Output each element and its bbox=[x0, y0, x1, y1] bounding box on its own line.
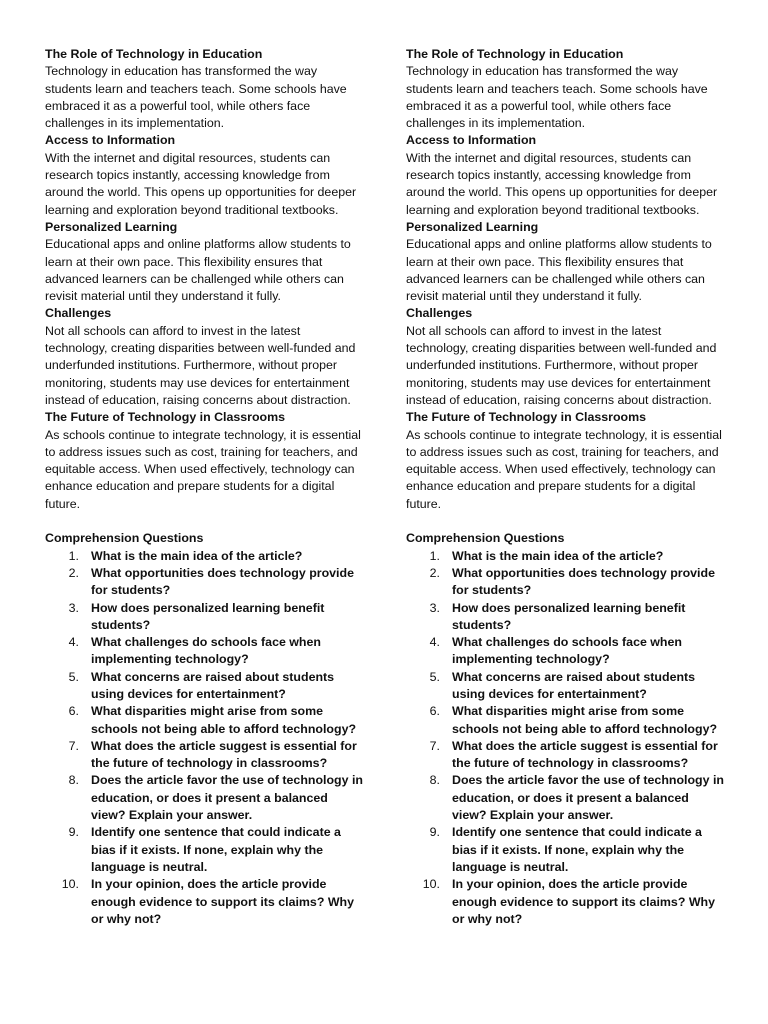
question-text: Does the article favor the use of technology in education, or does it present a balanced view? Explain your answer. bbox=[91, 773, 363, 823]
left-column bbox=[45, 46, 363, 928]
question-item bbox=[406, 824, 724, 876]
question-number: 5. bbox=[68, 669, 79, 684]
question-item bbox=[45, 634, 363, 669]
section-body-access: With the internet and digital resources, students can research topics instantly, accessing knowledge from around the world. This opens up opportunities for deeper learning and exploration beyond traditional textbooks. bbox=[45, 150, 357, 217]
section-heading-personalized: Personalized Learning bbox=[45, 219, 178, 234]
question-text: What does the article suggest is essential for the future of technology in classrooms? bbox=[91, 738, 357, 771]
question-number: 8. bbox=[68, 773, 79, 788]
article-title: The Role of Technology in Education bbox=[406, 47, 624, 61]
question-number: 1. bbox=[429, 548, 440, 563]
question-number: 5. bbox=[429, 669, 440, 684]
question-number: 10. bbox=[422, 877, 440, 892]
question-number: 7. bbox=[68, 738, 79, 753]
question-text: In your opinion, does the article provide enough evidence to support its claims? Why or why not? bbox=[91, 877, 354, 926]
question-text: What challenges do schools face when implementing technology? bbox=[91, 635, 321, 667]
section-heading-personalized: Personalized Learning bbox=[406, 219, 539, 234]
question-text: What disparities might arise from some schools not being able to afford technology? bbox=[91, 704, 357, 736]
question-number: 2. bbox=[68, 565, 79, 580]
question-text: Identify one sentence that could indicate a bias if it exists. If none, explain why the language is neutral. bbox=[91, 825, 341, 874]
question-item bbox=[406, 876, 724, 928]
question-text: What is the main idea of the article? bbox=[452, 548, 664, 563]
spacer bbox=[45, 513, 363, 530]
question-item bbox=[406, 634, 724, 669]
article-intro: Technology in education has transformed the way students learn and teachers teach. Some schools have embraced it as a powerful tool, while others face challenges in its implementation. bbox=[45, 64, 347, 131]
question-text: What disparities might arise from some schools not being able to afford technology? bbox=[452, 704, 718, 736]
question-number: 8. bbox=[429, 773, 440, 788]
question-text: What opportunities does technology provide for students? bbox=[91, 565, 354, 598]
section-body-access: With the internet and digital resources, students can research topics instantly, accessing knowledge from around the world. This opens up opportunities for deeper learning and exploration beyond traditional textbooks. bbox=[406, 150, 718, 217]
question-text: What challenges do schools face when implementing technology? bbox=[452, 635, 682, 667]
question-item bbox=[406, 772, 724, 824]
question-number: 2. bbox=[429, 565, 440, 580]
question-item bbox=[45, 565, 363, 600]
section-heading-future: The Future of Technology in Classrooms bbox=[406, 410, 647, 425]
question-item bbox=[406, 669, 724, 704]
questions-heading: Comprehension Questions bbox=[45, 531, 204, 546]
question-text: What does the article suggest is essential for the future of technology in classrooms? bbox=[452, 738, 718, 771]
questions-list bbox=[45, 548, 363, 929]
question-number: 6. bbox=[68, 704, 79, 719]
section-body-challenges: Not all schools can afford to invest in the latest technology, creating disparities between well-funded and underfunded institutions. Furthermore, without proper monitoring, students may use devices for entertainment instead of education, raising concerns about distraction. bbox=[406, 323, 717, 407]
section-heading-future: The Future of Technology in Classrooms bbox=[45, 410, 286, 425]
question-text: How does personalized learning benefit students? bbox=[452, 600, 686, 632]
question-text: In your opinion, does the article provide enough evidence to support its claims? Why or why not? bbox=[452, 877, 715, 926]
question-item bbox=[45, 703, 363, 738]
questions-heading: Comprehension Questions bbox=[406, 531, 565, 546]
question-number: 3. bbox=[68, 600, 79, 615]
question-item bbox=[45, 669, 363, 704]
question-number: 3. bbox=[429, 600, 440, 615]
section-body-challenges: Not all schools can afford to invest in the latest technology, creating disparities between well-funded and underfunded institutions. Furthermore, without proper monitoring, students may use devices for entertainment instead of education, raising concerns about distraction. bbox=[45, 323, 356, 407]
question-item bbox=[45, 600, 363, 635]
article-intro: Technology in education has transformed the way students learn and teachers teach. Some schools have embraced it as a powerful tool, while others face challenges in its implementation. bbox=[406, 64, 708, 131]
question-text: What is the main idea of the article? bbox=[91, 548, 303, 563]
question-text: How does personalized learning benefit students? bbox=[91, 600, 325, 632]
section-heading-access: Access to Information bbox=[45, 133, 176, 148]
section-heading-access: Access to Information bbox=[406, 133, 537, 148]
question-text: What opportunities does technology provide for students? bbox=[452, 565, 715, 598]
question-item bbox=[406, 703, 724, 738]
spacer bbox=[406, 513, 724, 530]
section-body-future: As schools continue to integrate technology, it is essential to address issues such as cost, training for teachers, and equitable access. When used effectively, technology can enhance education and prepare students for a digital future. bbox=[406, 427, 722, 511]
question-text: What concerns are raised about students using devices for entertainment? bbox=[91, 669, 335, 701]
question-number: 10. bbox=[61, 877, 79, 892]
section-body-future: As schools continue to integrate technology, it is essential to address issues such as cost, training for teachers, and equitable access. When used effectively, technology can enhance education and prepare students for a digital future. bbox=[45, 427, 361, 511]
question-number: 1. bbox=[68, 548, 79, 563]
question-number: 4. bbox=[68, 635, 79, 650]
question-item bbox=[406, 738, 724, 773]
question-text: Does the article favor the use of technology in education, or does it present a balanced view? Explain your answer. bbox=[452, 773, 724, 823]
right-column bbox=[406, 46, 724, 928]
section-body-personalized: Educational apps and online platforms allow students to learn at their own pace. This flexibility ensures that advanced learners can be challenged while others can revisit material until they understand it fully. bbox=[45, 237, 351, 304]
question-item bbox=[406, 565, 724, 600]
question-number: 9. bbox=[68, 825, 79, 840]
section-heading-challenges: Challenges bbox=[406, 306, 473, 321]
question-number: 6. bbox=[429, 704, 440, 719]
question-item bbox=[45, 824, 363, 876]
article-title: The Role of Technology in Education bbox=[45, 47, 263, 61]
question-item bbox=[45, 772, 363, 824]
questions-list bbox=[406, 548, 724, 929]
question-item bbox=[45, 738, 363, 773]
question-item bbox=[406, 600, 724, 635]
question-item bbox=[45, 876, 363, 928]
question-number: 7. bbox=[429, 738, 440, 753]
question-number: 9. bbox=[429, 825, 440, 840]
question-number: 4. bbox=[429, 635, 440, 650]
section-body-personalized: Educational apps and online platforms allow students to learn at their own pace. This flexibility ensures that advanced learners can be challenged while others can revisit material until they understand it fully. bbox=[406, 237, 712, 304]
question-item bbox=[45, 548, 363, 565]
question-text: What concerns are raised about students using devices for entertainment? bbox=[452, 669, 696, 701]
question-item bbox=[406, 548, 724, 565]
section-heading-challenges: Challenges bbox=[45, 306, 112, 321]
question-text: Identify one sentence that could indicate a bias if it exists. If none, explain why the language is neutral. bbox=[452, 825, 702, 874]
